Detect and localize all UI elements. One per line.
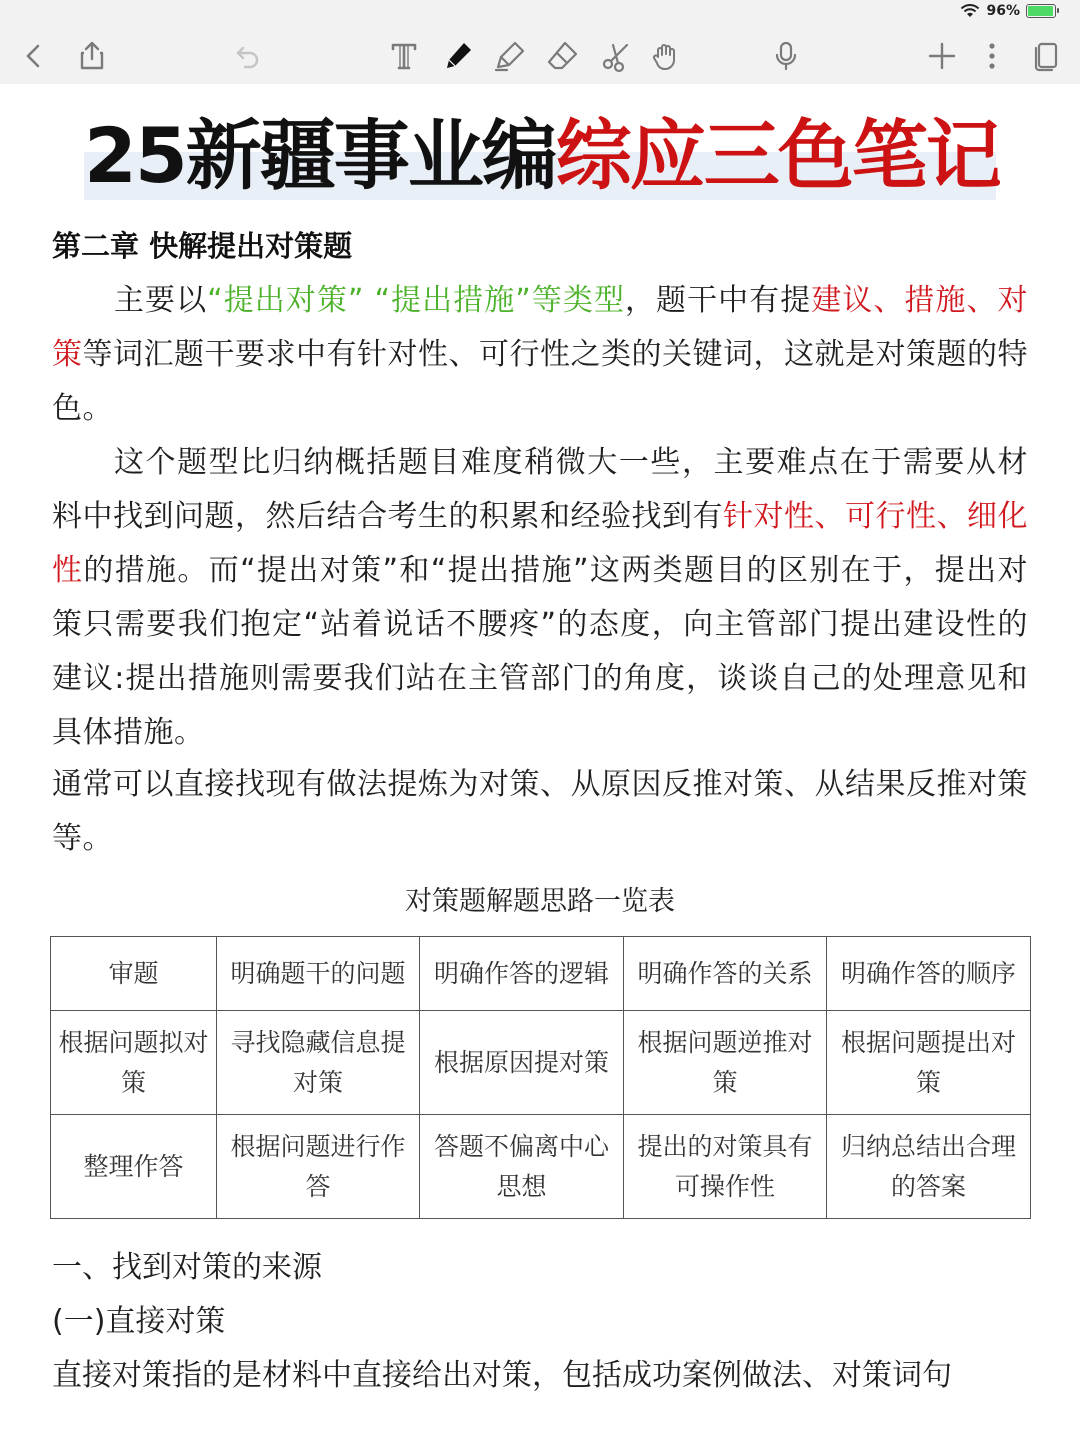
back-button[interactable] [14,36,54,76]
text-tool-icon [387,39,421,73]
battery-percent: 96% [986,3,1020,19]
table-cell: 答题不偏离中心思想 [420,1115,624,1219]
microphone-icon [769,39,803,73]
title-black-part: 25新疆事业编 [84,111,556,200]
pages-button[interactable] [1026,36,1066,76]
text: 主要以 [114,283,208,318]
table-cell: 整理作答 [51,1115,217,1219]
table-cell: 审题 [51,937,217,1011]
title-red-part: 综应三色笔记 [555,111,1000,200]
back-icon [17,39,51,73]
text: 这个题型比归纳概括题目难度稍微大一些，主要难点在于需要从材料中找到问题，然后结合考生的积累和经验找到有 [52,445,1028,534]
more-button[interactable] [972,36,1012,76]
section-heading: 一、找到对策的来源 [52,1250,322,1285]
share-icon [75,39,109,73]
table-cell: 根据问题进行作答 [217,1115,420,1219]
title-block [84,111,1000,200]
wifi-icon [960,3,980,19]
undo-button[interactable] [228,36,268,76]
lasso-tool-button[interactable] [596,36,636,76]
text [364,283,375,318]
paragraph-2 [52,436,1028,760]
green-highlight: “提出措施”等类型 [374,283,625,318]
more-icon [975,39,1009,73]
paragraph-1 [52,274,1028,436]
status-right [960,3,1056,19]
highlighter-icon [493,39,527,73]
text: ，题干中有提 [625,283,812,318]
microphone-button[interactable] [766,36,806,76]
table-cell: 明确作答的关系 [624,937,827,1011]
pen-tool-button[interactable] [438,36,478,76]
table-cell: 寻找隐藏信息提对策 [217,1011,420,1115]
table-row [51,937,1031,1011]
highlighter-tool-button[interactable] [490,36,530,76]
status-bar [0,0,1080,26]
pages-icon [1029,39,1063,73]
toolbar [0,26,1080,84]
table-cell: 根据问题逆推对策 [624,1011,827,1115]
paragraph-3: 通常可以直接找现有做法提炼为对策、从原因反推对策、从结果反推对策等。 [52,767,1028,856]
solution-table [50,936,1031,1219]
battery-charging-icon [1026,4,1056,18]
table-cell: 根据原因提对策 [420,1011,624,1115]
table-cell: 明确作答的顺序 [827,937,1031,1011]
table-caption: 对策题解题思路一览表 [405,886,675,917]
share-button[interactable] [72,36,112,76]
green-highlight: “提出对策” [207,283,364,318]
battery-fill [1028,6,1053,16]
pen-icon [441,39,475,73]
text: 等词汇题干要求中有针对性、可行性之类的关键词，这就是对策题的特色。 [52,337,1028,426]
subsection-heading: (一)直接对策 [52,1304,226,1339]
table-cell: 提出的对策具有可操作性 [624,1115,827,1219]
add-page-button[interactable] [922,36,962,76]
text-tool-button[interactable] [384,36,424,76]
red-highlight: 建议、措施、对策 [52,283,1029,372]
eraser-icon [545,39,579,73]
table-cell: 明确作答的逻辑 [420,937,624,1011]
table-cell: 根据问题提出对策 [827,1011,1031,1115]
red-highlight: 针对性、可行性、细化性 [52,499,1028,588]
undo-icon [231,39,265,73]
chapter-heading: 第二章 快解提出对策题 [52,229,353,263]
table-cell: 根据问题拟对策 [51,1011,217,1115]
lasso-icon [599,39,633,73]
text: 的措施。而“提出对策”和“提出措施”这两类题目的区别在于，提出对策只需要我们抱定“站着说话不腰疼”的态度，向主管部门提出建设性的建议:提出措施则需要我们站在主管部门的角度，谈谈自己的处理意见和具体措施。 [52,553,1029,750]
table-cell: 明确题干的问题 [217,937,420,1011]
add-icon [925,39,959,73]
section-text: 直接对策指的是材料中直接给出对策，包括成功案例做法、对策词句 [52,1358,952,1393]
hand-tool-button[interactable] [646,36,686,76]
table-row [51,1115,1031,1219]
table-cell: 归纳总结出合理的答案 [827,1115,1031,1219]
note-page[interactable] [0,84,1080,1440]
table-row [51,1011,1031,1115]
page-title [84,111,1000,200]
hand-icon [649,39,683,73]
eraser-tool-button[interactable] [542,36,582,76]
